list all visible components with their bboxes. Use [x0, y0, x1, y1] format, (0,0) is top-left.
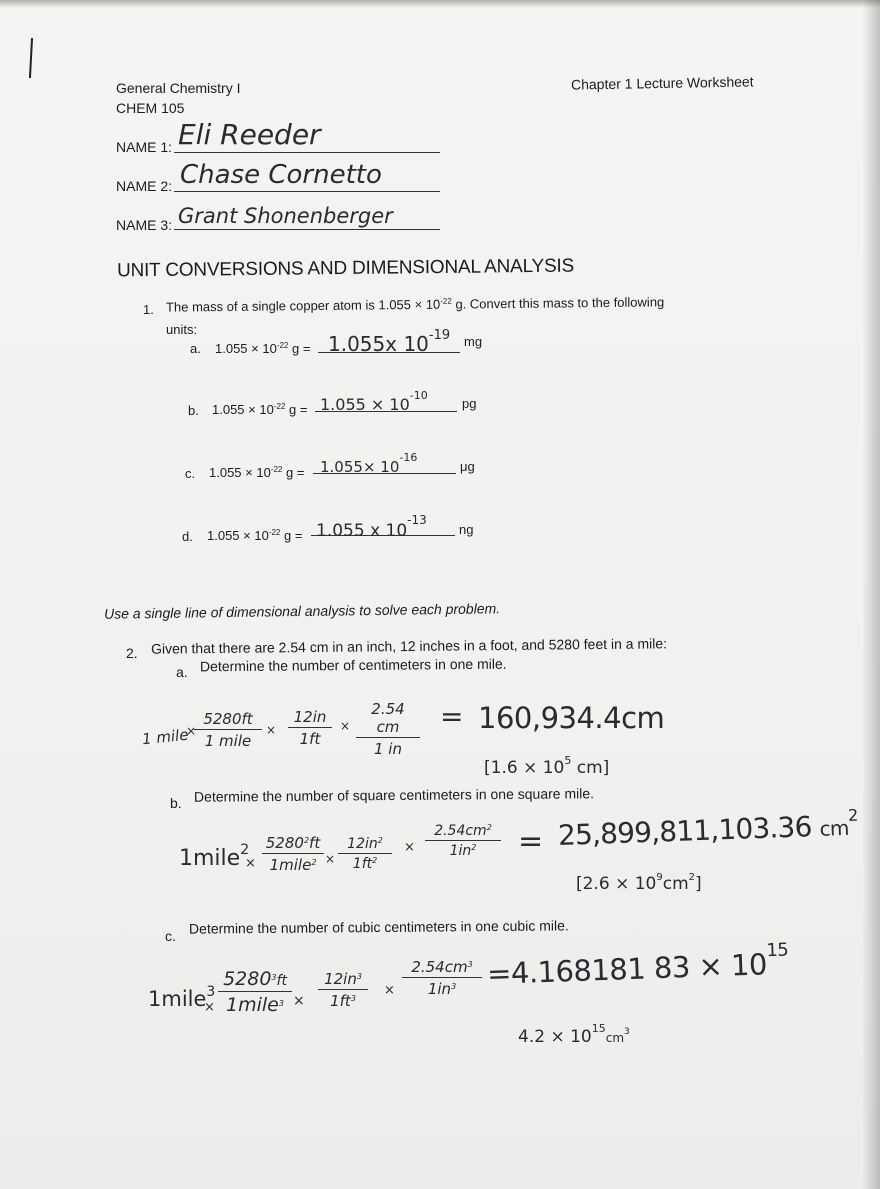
page-top-shadow — [0, 0, 880, 8]
name-1-value[interactable]: Eli Reeder — [178, 118, 321, 151]
q2a-result[interactable]: 160,934.4cm — [478, 701, 665, 735]
q2c-times-2: × — [293, 993, 305, 1009]
q1c-unit: μg — [460, 459, 475, 474]
q2a-times-2: × — [266, 723, 277, 737]
q1b-unit: pg — [462, 396, 477, 411]
q1b-lhs: $1.055 \times 10^{-22}$ g = — [212, 402, 308, 417]
q1b-letter: b. — [188, 403, 199, 418]
q1-number: 1. — [143, 302, 154, 317]
q2b-result[interactable]: 25,899,811,103.36 $cm^2$ — [557, 805, 858, 852]
q1d-answer[interactable]: 1.055 x $10^{-13}$ — [316, 513, 427, 541]
q2b-times-1: × — [245, 856, 256, 871]
q1a-answer[interactable]: 1.055x $10^{-19}$ — [328, 328, 451, 356]
instruction-text: Use a single line of dimensional analysis to solve each problem. — [103, 600, 501, 622]
q2a-letter: a. — [176, 664, 188, 680]
name-1-label: NAME 1: — [116, 139, 173, 155]
q2c-result[interactable]: =4.168181 $83 \times 10^{15}$ — [486, 939, 789, 991]
q2a-start: 1 mile — [141, 725, 190, 749]
q1-text: The mass of a single copper atom is $1.055 \times 10^{-22}$ g. Convert this mass to the following — [165, 294, 665, 315]
q1a-letter: a. — [190, 341, 201, 356]
q2c-scientific[interactable]: $4.2 \times 10^{15}cm^3$ — [518, 1022, 630, 1047]
q1c-letter: c. — [185, 466, 196, 481]
course-name: General Chemistry I — [116, 80, 241, 96]
q2c-letter: c. — [165, 928, 176, 944]
q2-text: Given that there are 2.54 cm in an inch, 12 inches in a foot, and 5280 feet in a mile: — [150, 635, 668, 657]
q2a-factor-1: 5280ft 1 mile — [194, 710, 262, 750]
name-3-label: NAME 3: — [116, 217, 173, 233]
q2c-times-3: × — [384, 983, 395, 998]
q2a-times-3: × — [340, 719, 351, 733]
q1-text-continued: units: — [166, 322, 198, 337]
q2c-factor-2: $\frac{12in^3}{1ft^3}$ — [318, 970, 368, 1010]
q2a-equals: = — [440, 700, 464, 733]
q1c-answer[interactable]: $1.055\times 10^{-16}$ — [320, 451, 418, 476]
q1a-lhs: $1.055 \times 10^{-22}$ g = — [215, 341, 311, 356]
name-1-line — [174, 152, 440, 153]
name-2-label: NAME 2: — [116, 178, 173, 194]
q2b-factor-2: $\frac{12in^2}{1ft^2}$ — [338, 836, 392, 872]
q2-number: 2. — [126, 645, 138, 661]
q1c-lhs: $1.055 \times 10^{-22}$ g = — [209, 465, 305, 480]
name-3-value[interactable]: Grant Shonenberger — [178, 204, 393, 228]
q2b-text: Determine the number of square centimeters in one square mile. — [193, 785, 595, 805]
name-3-line — [174, 229, 440, 230]
q2a-factor-2: $\frac{12in}{1ft}$ — [288, 708, 332, 748]
q2b-start: 1mile$^2$ — [179, 842, 250, 871]
q2a-factor-3: $\frac{2.54 cm}{1 in}$ — [356, 700, 420, 758]
q2a-text: Determine the number of centimeters in one mile. — [199, 655, 507, 675]
name-2-value[interactable]: Chase Cornetto — [180, 160, 382, 190]
q2b-factor-1: 5280$^2$ft 1mile$^2$ — [262, 834, 324, 874]
q2b-letter: b. — [170, 795, 182, 811]
q1d-letter: d. — [182, 529, 193, 544]
section-heading: UNIT CONVERSIONS AND DIMENSIONAL ANALYSIS — [116, 255, 575, 282]
q2a-scientific[interactable]: [$1.6 \times 10^5$ cm] — [484, 754, 610, 778]
q1b-answer[interactable]: $1.055 \times 10^{-10}$ — [320, 389, 428, 414]
q2b-equals: = — [518, 824, 544, 859]
q1a-unit: mg — [464, 334, 483, 349]
q2c-start: 1mile$^3$ — [148, 984, 216, 1011]
q2c-times-1: × — [204, 1000, 215, 1015]
q1d-lhs: $1.055 \times 10^{-22}$ g = — [207, 528, 303, 543]
q2b-scientific[interactable]: $[2.6 \times 10^9cm^2]$ — [576, 872, 702, 894]
q2c-factor-1: 5280$^3$ft 1mile$^3$ — [218, 968, 292, 1016]
q1d-unit: ng — [459, 522, 474, 537]
q2b-factor-3: $\frac{2.54cm^2}{1in^2}$ — [425, 823, 501, 859]
q2c-text: Determine the number of cubic centimeters in one cubic mile. — [188, 917, 569, 937]
q2c-factor-3: $\frac{2.54cm^3}{1in^3}$ — [402, 958, 482, 998]
q2b-times-2: × — [325, 852, 336, 866]
page-right-shadow — [862, 0, 880, 1189]
pen-mark — [29, 38, 33, 78]
worksheet-title: Chapter 1 Lecture Worksheet — [570, 73, 754, 93]
name-2-line — [174, 191, 440, 192]
q2a-times-1: × — [186, 724, 197, 738]
q2b-times-3: × — [404, 840, 415, 855]
course-code: CHEM 105 — [116, 100, 185, 116]
